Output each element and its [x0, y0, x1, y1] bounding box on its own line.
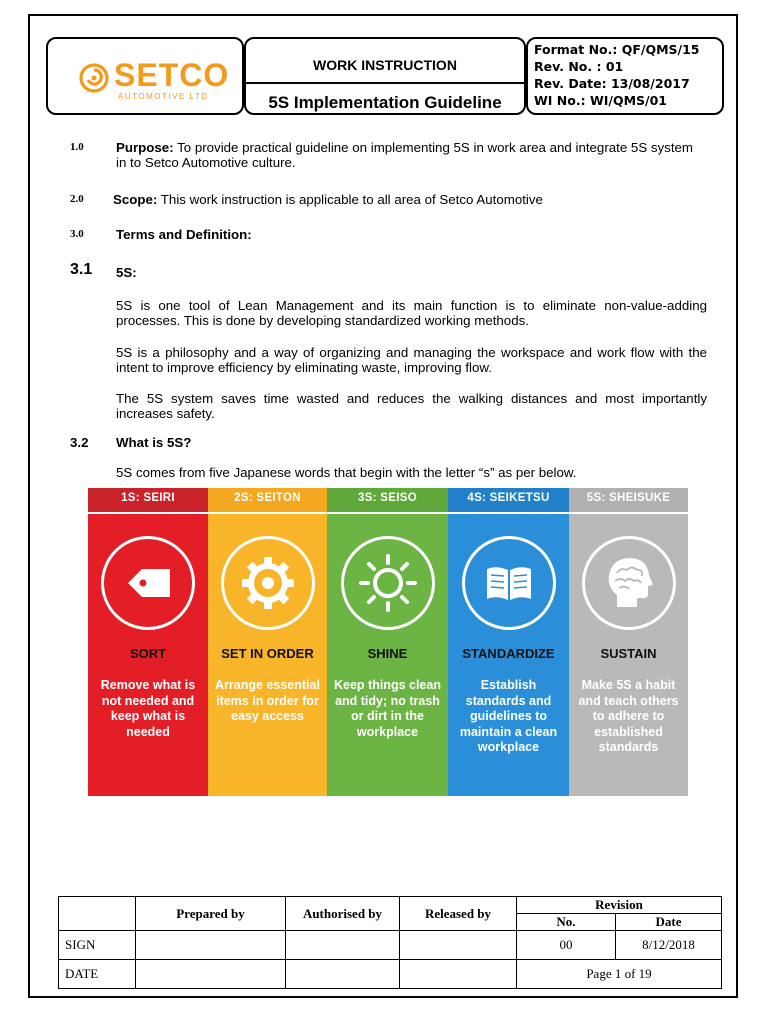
column-body: [88, 514, 208, 796]
tag-icon: [101, 536, 195, 630]
column-body: [448, 514, 569, 796]
revision-date-value: 8/12/2018: [616, 931, 722, 960]
prepared-sign-cell[interactable]: [136, 931, 286, 960]
page-number: Page 1 of 19: [517, 960, 722, 989]
book-icon: [462, 536, 556, 630]
5s-infographic: [88, 488, 688, 796]
5s-column-standardize: [448, 488, 569, 796]
column-description: Keep things clean and tidy; no trash or dirt in the workplace: [334, 678, 441, 739]
column-description: Arrange essential items in order for easy access: [215, 678, 320, 723]
paragraph-1: 5S is one tool of Lean Management and its main function is to eliminate non-value-adding processes. This is done by developing standardized working methods.: [116, 298, 707, 328]
logo-name: SETCO: [114, 57, 230, 93]
column-body: [569, 514, 688, 796]
revision-no-value: 00: [517, 931, 616, 960]
column-header: 5S: SHEISUKE: [569, 488, 688, 512]
scope-label: Scope:: [113, 192, 158, 207]
format-no: Format No.: QF/QMS/15: [534, 42, 700, 57]
column-name: STANDARDIZE: [462, 646, 555, 661]
logo-subtitle: AUTOMOTIVE LTD: [118, 92, 209, 101]
format-box: [526, 37, 724, 115]
authorised-date-cell[interactable]: [286, 960, 400, 989]
doc-title: 5S Implementation Guideline: [268, 93, 502, 112]
column-description: Establish standards and guidelines to maintain a clean workplace: [459, 678, 558, 754]
blank-cell: [59, 897, 136, 931]
scope-text: This work instruction is applicable to all area of Setco Automotive: [157, 192, 543, 207]
column-header: 2S: SEITON: [208, 488, 327, 512]
column-body: [208, 514, 327, 796]
released-by-header: Released by: [400, 897, 517, 931]
released-sign-cell[interactable]: [400, 931, 517, 960]
title-box: [244, 37, 526, 115]
5s-column-sustain: [569, 488, 688, 796]
paragraph-2: 5S is a philosophy and a way of organizing and managing the workspace and work flow with the intent to improve efficiency by eliminating waste, improving flow.: [116, 345, 707, 375]
wi-no: WI No.: WI/QMS/01: [534, 93, 667, 108]
sign-label: SIGN: [59, 931, 136, 960]
section-number: 1.0: [70, 141, 84, 153]
signoff-table: [58, 896, 722, 989]
purpose-text: To provide practical guideline on implementing 5S in work area and integrate 5S system in to Setco Automotive culture.: [116, 140, 693, 170]
released-date-cell[interactable]: [400, 960, 517, 989]
logo-box: [46, 37, 244, 115]
column-body: [327, 514, 448, 796]
section-number: 2.0: [70, 193, 84, 205]
doc-type: WORK INSTRUCTION: [313, 57, 457, 73]
what-is-5s-heading: What is 5S?: [116, 435, 192, 450]
column-name: SORT: [129, 646, 167, 661]
gear-icon: [221, 536, 315, 630]
rev-no: Rev. No. : 01: [534, 59, 624, 74]
rev-date: Rev. Date: 13/08/2017: [534, 76, 690, 91]
prepared-by-header: Prepared by: [136, 897, 286, 931]
terms-heading: Terms and Definition:: [116, 227, 252, 242]
column-header: 4S: SEIKETSU: [448, 488, 569, 512]
swirl-logo-icon: [78, 61, 110, 93]
authorised-by-header: Authorised by: [286, 897, 400, 931]
scope-paragraph: [113, 192, 703, 207]
column-header: 3S: SEISO: [327, 488, 448, 512]
prepared-date-cell[interactable]: [136, 960, 286, 989]
column-name: SET IN ORDER: [221, 646, 314, 661]
section-number: 3.2: [70, 435, 89, 450]
5s-column-shine: [327, 488, 448, 796]
column-description: Make 5S a habit and teach others to adhere to established standards: [578, 678, 679, 754]
column-description: Remove what is not needed and keep what is needed: [100, 678, 196, 739]
5s-heading: 5S:: [116, 265, 137, 280]
date-label: DATE: [59, 960, 136, 989]
paragraph-3: The 5S system saves time wasted and reduces the walking distances and most importantly increases safety.: [116, 391, 707, 421]
revision-header: Revision: [517, 897, 722, 914]
revision-no-header: No.: [517, 914, 616, 931]
paragraph-4: 5S comes from five Japanese words that begin with the letter “s” as per below.: [116, 465, 577, 480]
column-header: 1S: SEIRI: [88, 488, 208, 512]
section-number: 3.1: [70, 261, 93, 278]
sun-icon: [341, 536, 435, 630]
revision-date-header: Date: [616, 914, 722, 931]
column-name: SUSTAIN: [600, 646, 657, 661]
purpose-label: Purpose:: [116, 140, 174, 155]
authorised-sign-cell[interactable]: [286, 931, 400, 960]
purpose-paragraph: [116, 140, 706, 170]
head-icon: [582, 536, 676, 630]
section-number: 3.0: [70, 228, 84, 240]
column-name: SHINE: [367, 646, 408, 661]
5s-column-sort: [88, 488, 208, 796]
5s-column-set-in-order: [208, 488, 327, 796]
